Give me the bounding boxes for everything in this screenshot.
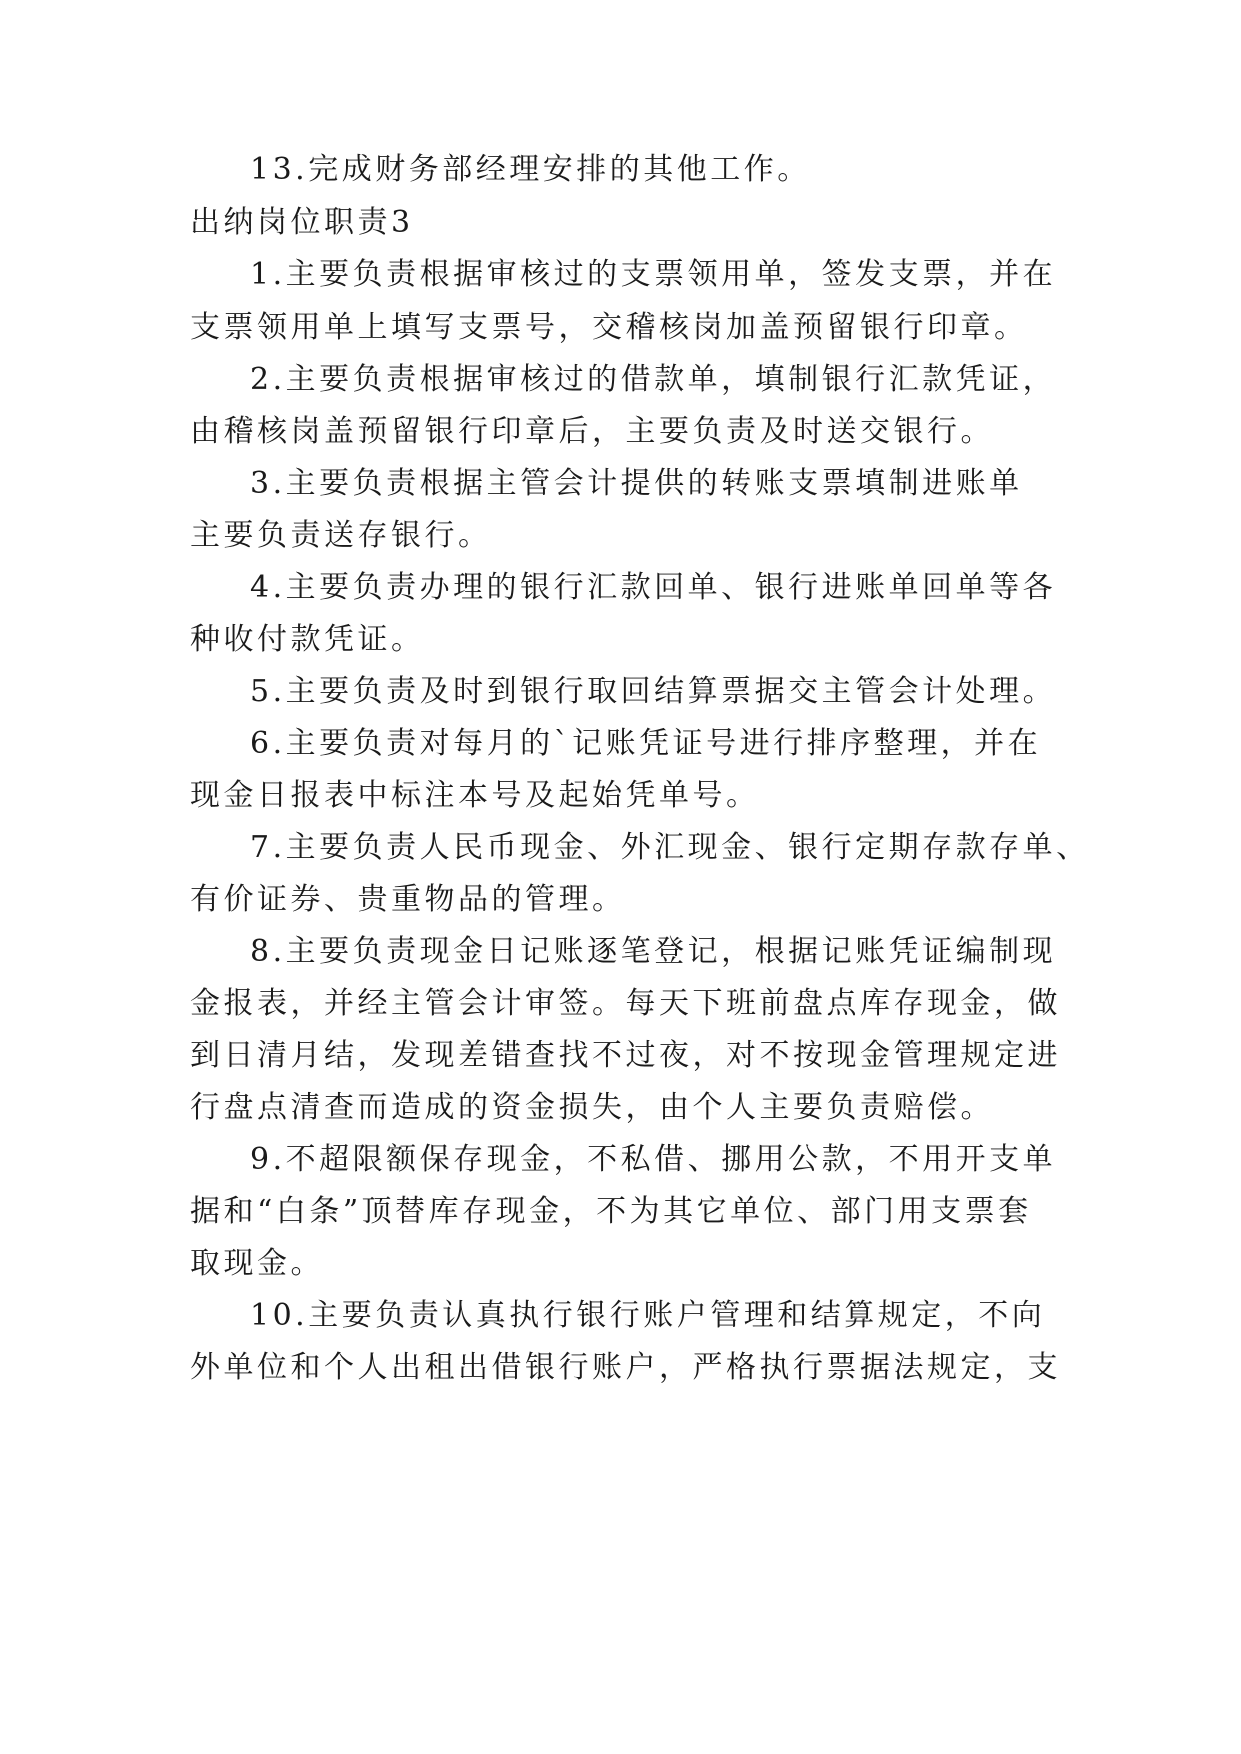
text-line: 取现金。	[190, 1246, 324, 1281]
text-line: 外单位和个人出租出借银行账户，严格执行票据法规定，支	[190, 1350, 1061, 1385]
text-line: 1.主要负责根据审核过的支票领用单，签发支票，并在	[250, 257, 1057, 292]
text-line: 7.主要负责人民币现金、外汇现金、银行定期存款存单、	[250, 830, 1090, 865]
text-line: 8.主要负责现金日记账逐笔登记，根据记账凭证编制现	[250, 934, 1057, 969]
section-heading: 出纳岗位职责3	[190, 205, 414, 240]
text-line: 由稽核岗盖预留银行印章后，主要负责及时送交银行。	[190, 414, 994, 449]
text-line: 据和“白条”顶替库存现金，不为其它单位、部门用支票套	[190, 1194, 1032, 1229]
text-line: 5.主要负责及时到银行取回结算票据交主管会计处理。	[250, 674, 1057, 709]
text-line: 6.主要负责对每月的`记账凭证号进行排序整理，并在	[250, 726, 1042, 761]
text-line: 有价证券、贵重物品的管理。	[190, 882, 626, 917]
text-line: 现金日报表中标注本号及起始凭单号。	[190, 778, 760, 813]
text-line: 2.主要负责根据审核过的借款单，填制银行汇款凭证，	[250, 362, 1057, 397]
text-line: 到日清月结，发现差错查找不过夜，对不按现金管理规定进	[190, 1038, 1061, 1073]
text-line: 10.主要负责认真执行银行账户管理和结算规定，不向	[250, 1298, 1046, 1333]
text-line: 支票领用单上填写支票号，交稽核岗加盖预留银行印章。	[190, 310, 1028, 345]
text-line: 3.主要负责根据主管会计提供的转账支票填制进账单	[250, 466, 1023, 501]
text-line: 9.不超限额保存现金，不私借、挪用公款，不用开支单	[250, 1142, 1057, 1177]
text-line: 主要负责送存银行。	[190, 518, 492, 553]
text-line: 行盘点清查而造成的资金损失，由个人主要负责赔偿。	[190, 1090, 994, 1125]
text-line: 种收付款凭证。	[190, 622, 425, 657]
text-line: 4.主要负责办理的银行汇款回单、银行进账单回单等各	[250, 570, 1057, 605]
text-line: 13.完成财务部经理安排的其他工作。	[250, 152, 811, 187]
text-line: 金报表，并经主管会计审签。每天下班前盘点库存现金，做	[190, 986, 1061, 1021]
